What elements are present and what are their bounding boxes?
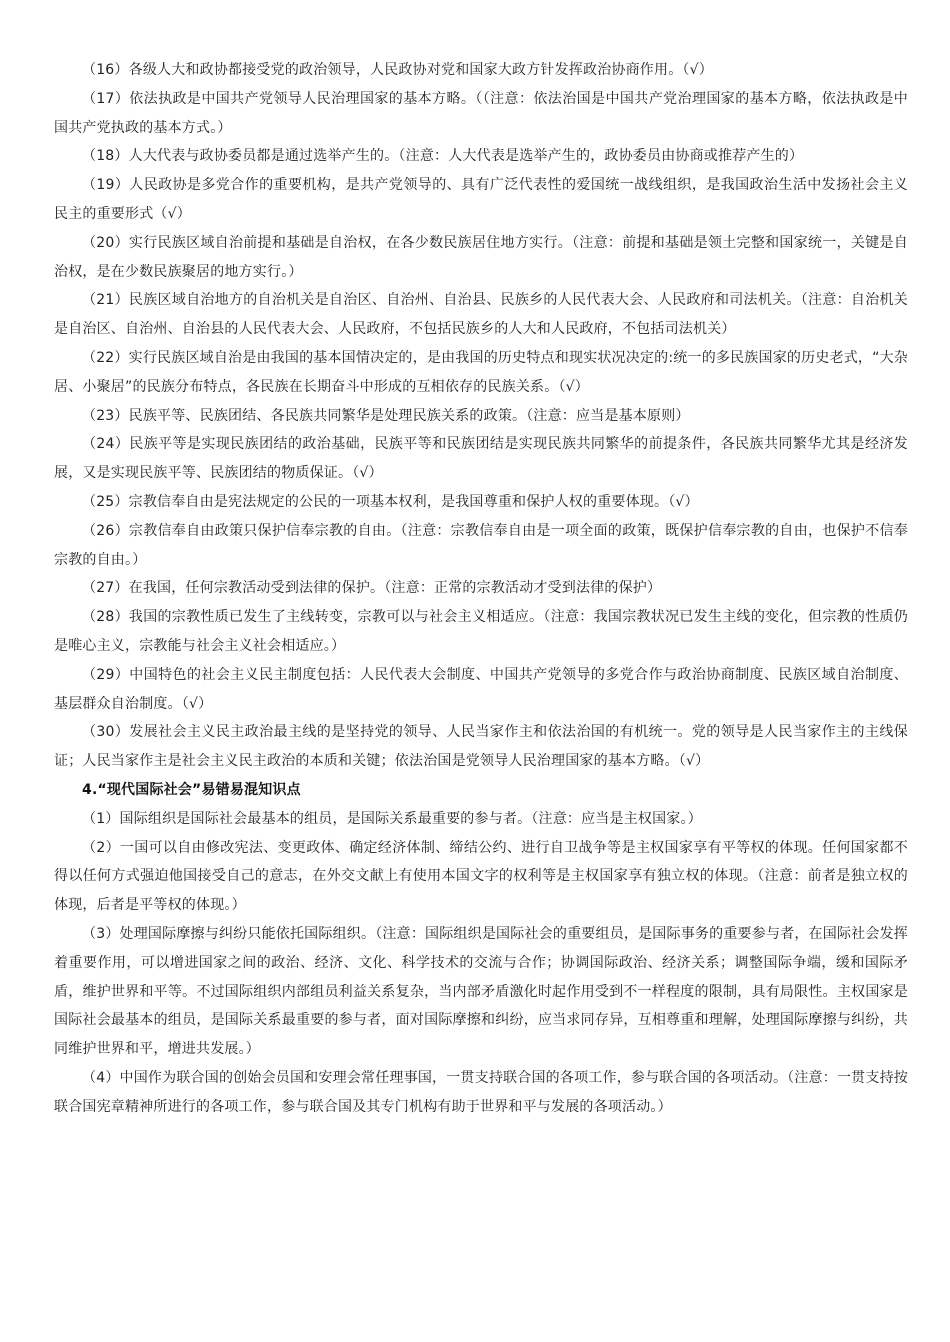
item-25: （25）宗教信奉自由是宪法规定的公民的一项基本权利，是我国尊重和保护人权的重要体现。（√）	[82, 493, 699, 510]
intl-item-3: （3）处理国际摩擦与纠纷只能依托国际组织。（注意：国际组织是国际社会的重要组员，是国际事务的重要参与者，在国际社会发挥着重要作用，可以增进国家之间的政治、经济、文化、科学技术的交流与合作；协调国际政治、经济关系；调整国际争端，缓和国际矛盾，维护世界和平等。不过国际组织内部组员利益关系复杂，当内部矛盾激化时起作用受到不一样程度的限制，具有局限性。主权国家是国际社会最基本的组员，是国际关系最重要的参与者，面对国际摩擦和纠纷，应当求同存异，互相尊重和理解，处理国际摩擦与纠纷，共同维护世界和平，增进共发展。）	[54, 925, 908, 1058]
item-29: （29）中国特色的社会主义民主制度包括：人民代表大会制度、中国共产党领导的多党合作与政治协商制度、民族区域自治制度、基层群众自治制度。（√）	[54, 666, 908, 712]
section-heading: 4.“现代国际社会”易错易混知识点	[82, 781, 301, 798]
item-16: （16）各级人大和政协都接受党的政治领导，人民政协对党和国家大政方针发挥政治协商作用。（√）	[82, 62, 713, 78]
item-23: （23）民族平等、民族团结、各民族共同繁华是处理民族关系的政策。（注意：应当是基本原则）	[82, 407, 690, 424]
item-30: （30）发展社会主义民主政治最主线的是坚持党的领导、人民当家作主和依法治国的有机统一。党的领导是人民当家作主的主线保证；人民当家作主是社会主义民主政治的本质和关键；依法治国是党领导人民治理国家的基本方略。（√）	[54, 724, 908, 770]
item-28: （28）我国的宗教性质已发生了主线转变，宗教可以与社会主义相适应。（注意：我国宗教状况已发生主线的变化，但宗教的性质仍是唯心主义，宗教能与社会主义社会相适应。）	[54, 609, 908, 654]
item-27: （27）在我国，任何宗教活动受到法律的保护。（注意：正常的宗教活动才受到法律的保护）	[82, 580, 662, 597]
item-24: （24）民族平等是实现民族团结的政治基础，民族平等和民族团结是实现民族共同繁华的前提条件，各民族共同繁华尤其是经济发展，又是实现民族平等、民族团结的物质保证。（√）	[54, 436, 908, 482]
intl-item-1: （1）国际组织是国际社会最基本的组员，是国际关系最重要的参与者。（注意：应当是主权国家。）	[82, 810, 702, 827]
item-21: （21）民族区域自治地方的自治机关是自治区、自治州、自治县、民族乡的人民代表大会、人民政府和司法机关。（注意：自治机关是自治区、自治州、自治县的人民代表大会、人民政府，不包括民族乡的人大和人民政府，不包括司法机关）	[54, 292, 908, 338]
item-18: （18）人大代表与政协委员都是通过选举产生的。（注意：人大代表是选举产生的，政协委员由协商或推荐产生的）	[82, 148, 804, 165]
intl-item-2: （2）一国可以自由修改宪法、变更政体、确定经济体制、缔结公约、进行自卫战争等是主权国家享有平等权的体现。任何国家都不得以任何方式强迫他国接受自己的意志，在外交文献上有使用本国文字的权利等是主权国家享有独立权的体现。（注意：前者是独立权的体现，后者是平等权的体现。）	[54, 839, 908, 914]
item-26: （26）宗教信奉自由政策只保护信奉宗教的自由。（注意：宗教信奉自由是一项全面的政策，既保护信奉宗教的自由，也保护不信奉宗教的自由。）	[54, 522, 908, 568]
document-page	[54, 56, 908, 1121]
item-22: （22）实行民族区域自治是由我国的基本国情决定的，是由我国的历史特点和现实状况决定的:统一的多民族国家的历史老式，“大杂居、小聚居”的民族分布特点，各民族在长期奋斗中形成的互相依存的民族关系。（√）	[54, 349, 908, 395]
item-19: （19）人民政协是多党合作的重要机构，是共产党领导的、具有广泛代表性的爱国统一战线组织，是我国政治生活中发扬社会主义民主的重要形式（√）	[54, 177, 908, 222]
item-20: （20）实行民族区域自治前提和基础是自治权，在各少数民族居住地方实行。（注意：前提和基础是领土完整和国家统一，关键是自治权，是在少数民族聚居的地方实行。）	[54, 234, 908, 280]
item-17: （17）依法执政是中国共产党领导人民治理国家的基本方略。（（注意：依法治国是中国共产党治理国家的基本方略，依法执政是中国共产党执政的基本方式。）	[54, 90, 908, 136]
intl-item-4: （4）中国作为联合国的创始会员国和安理会常任理事国，一贯支持联合国的各项工作，参与联合国的各项活动。（注意：一贯支持按联合国宪章精神所进行的各项工作，参与联合国及其专门机构有助于世界和平与发展的各项活动。）	[54, 1069, 908, 1115]
